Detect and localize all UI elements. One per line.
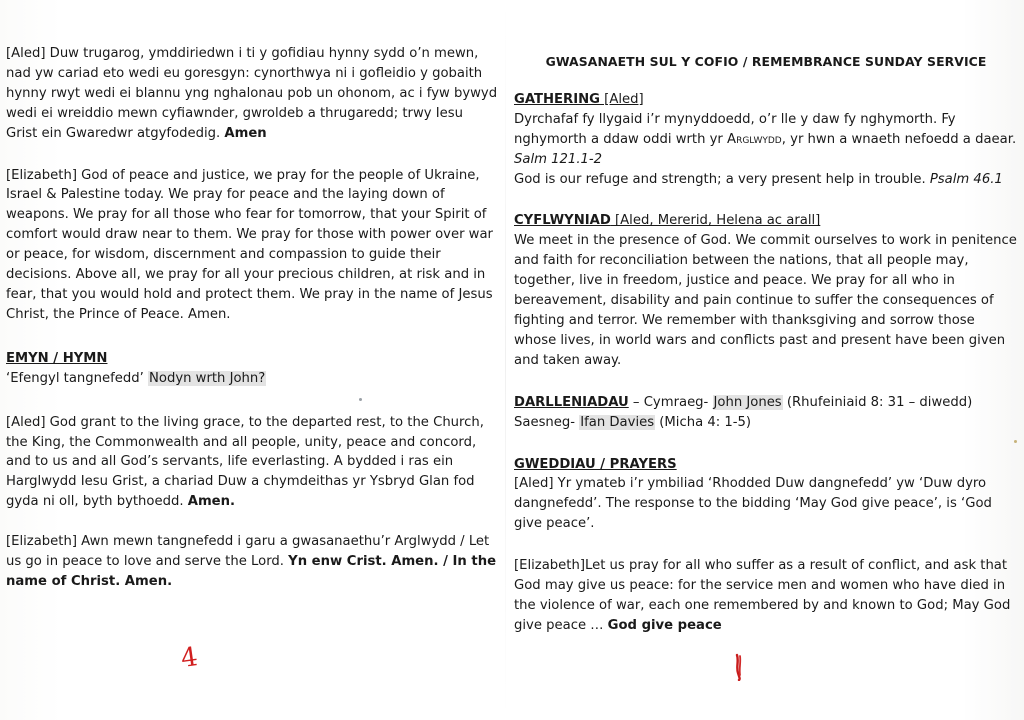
speck-dot [1014,440,1017,443]
left-page [6,44,498,592]
hymn-line: ‘Efengyl tangnefedd’ Nodyn wrth John? [6,370,266,386]
blessing-aled: [Aled] God grant to the living grace, to the departed rest, to the Church, the King, the Commonwealth and all people, unity, peace and concord, and to us and all God’s servants, life everlasting. A bydded i ras ein Harglwydd Iesu Grist, a chariad Duw a chymdeithas yr Ysbryd Glan fod gyda ni oll, byth bythoedd. Amen. [6,414,484,510]
cyflwyniad-heading: CYFLWYNIAD [Aled, Mererid, Helena ac arall] [514,213,821,229]
right-page [514,52,1018,636]
gathering-text: Dyrchafaf fy llygaid i’r mynyddoedd, o’r lle y daw fy nghymorth. Fy nghymorth a ddaw oddi wrth yr Arglwydd, yr hwn a wnaeth nefoedd a daear. Salm 121.1-2 [514,111,1017,167]
prayer-aled-welsh: [Aled] Duw trugarog, ymddiriedwn i ti y gofidiau hynny sydd o’n mewn, nad yw cariad eto wedi eu goresgyn: cynorthwya ni i gofleidio y gobaith hynny rwyt wedi ei blannu yng nghalonau pob un ohonom, ac i fyw bywyd wedi ei wreiddio mewn cyfiawnder, gwroldeb a thrugaredd; trwy Iesu Grist ein Gwaredwr atgyfodedig. Amen [6,46,498,141]
prayers-response: [Aled] Yr ymateb i’r ymbiliad ‘Rhodded Duw dangnefedd’ yw ‘Duw dyro dangnefedd’. The response to the bidding ‘May God give peace’, is ‘God give peace’. [514,476,992,532]
readings-line: DARLLENIADAU – Cymraeg- John Jones (Rhufeiniaid 8: 31 – diwedd) [514,394,973,410]
reader-john-highlight[interactable]: John Jones [713,394,782,410]
speck-dot [359,398,362,401]
prayers-elizabeth: [Elizabeth]Let us pray for all who suffer as a result of conflict, and ask that God may give us peace: for the service men and women who have died in the violence of war, each one remembered by and known to God; May God give peace … God give peace [514,558,1011,633]
comment-highlight[interactable]: Nodyn wrth John? [149,370,266,386]
hymn-heading: EMYN / HYMN [6,350,108,366]
page-fold [505,0,506,720]
gathering-english: God is our refuge and strength; a very present help in trouble. Psalm 46.1 [514,171,1003,187]
prayer-elizabeth-ukraine: [Elizabeth] God of peace and justice, we pray for the people of Ukraine, Israel & Palestine today. We pray for peace and the laying down of weapons. We pray for all those who fear for tomorrow, that your Spirit of comfort would draw near to them. We pray for those with power over war or peace, for wisdom, discernment and compassion to guide their decisions. Above all, we pray for all your precious children, at risk and in fear, that you would hold and protect them. We pray in the name of Jesus Christ, the Prince of Peace. Amen. [6,167,493,322]
readings-line-2: Saesneg- Ifan Davies (Micha 4: 1-5) [514,414,752,430]
cyflwyniad-text: We meet in the presence of God. We commit ourselves to work in penitence and faith for reconciliation between the nations, that all people may, together, live in freedom, justice and peace. We pray for all who in bereavement, disability and pain continue to suffer the consequences of fighting and terror. We remember with thanksgiving and sorrow those whose lives, in world wars and conflicts past and present have been given and taken away. [514,233,1017,368]
red-pen-mark [734,653,744,681]
page-title: GWASANAETH SUL Y COFIO / REMEMBRANCE SUNDAY SERVICE [545,54,987,69]
gathering-heading: GATHERING [Aled] [514,91,644,107]
handwritten-page-number: 4 [178,641,200,675]
dismissal-elizabeth: [Elizabeth] Awn mewn tangnefedd i garu a gwasanaethu’r Arglwydd / Let us go in peace to love and serve the Lord. Yn enw Crist. Amen. / In the name of Christ. Amen. [6,534,497,589]
prayers-heading: GWEDDIAU / PRAYERS [514,456,677,472]
reader-ifan-highlight[interactable]: Ifan Davies [580,414,655,430]
